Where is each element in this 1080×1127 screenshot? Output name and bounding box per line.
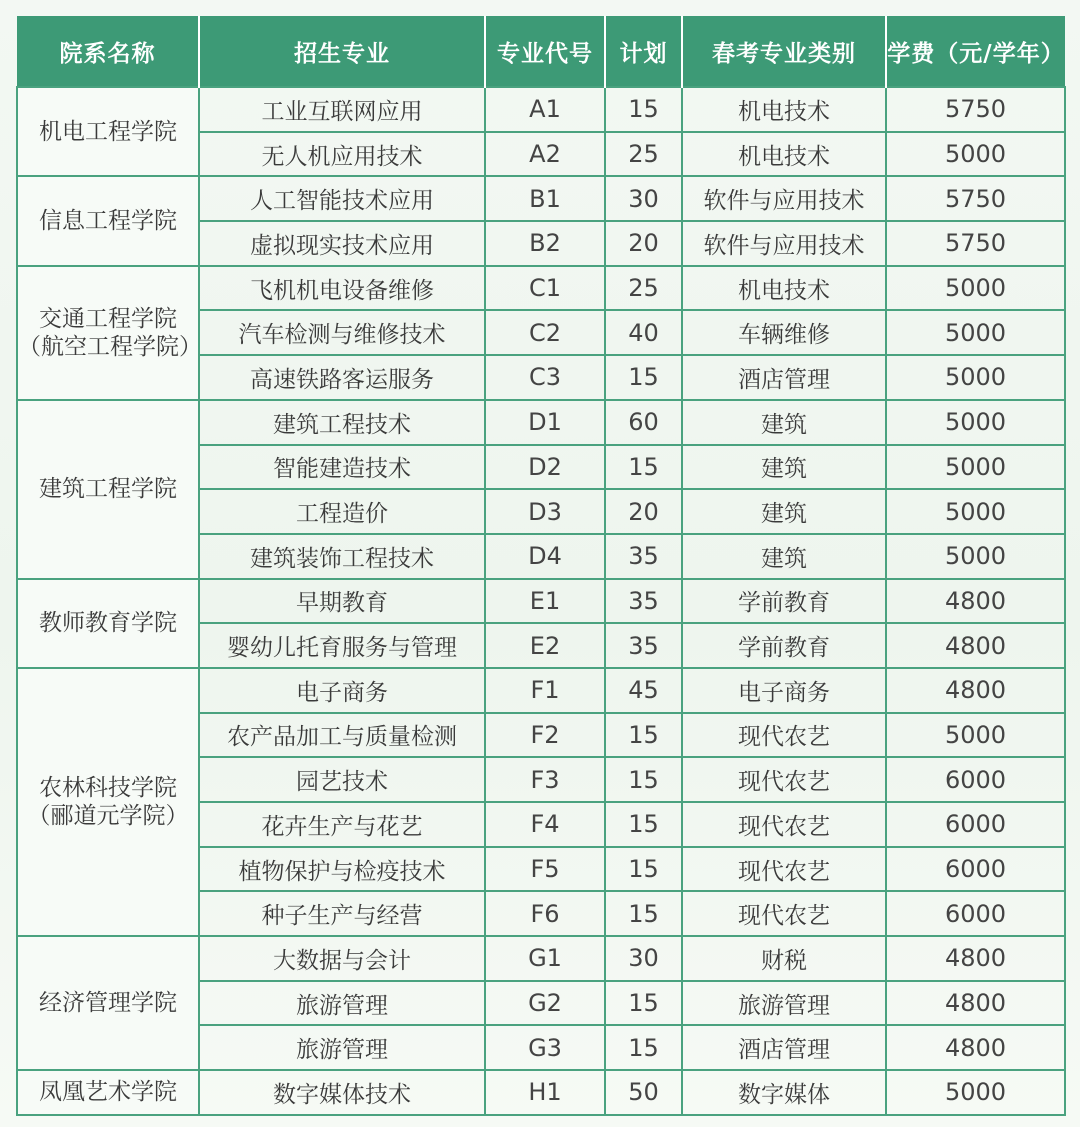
major-cell: 数字媒体技术 xyxy=(199,1070,485,1115)
department-name-cell xyxy=(17,176,199,265)
fee-cell: 5000 xyxy=(886,1070,1065,1115)
fee-cell: 6000 xyxy=(886,757,1065,802)
category-cell: 现代农艺 xyxy=(682,847,886,892)
department-name-line: 交通工程学院 xyxy=(39,305,177,332)
department-name-line: 建筑工程学院 xyxy=(39,476,177,503)
fee-cell: 6000 xyxy=(886,891,1065,936)
plan-cell: 15 xyxy=(605,981,682,1026)
fee-cell: 5000 xyxy=(886,713,1065,758)
major-cell: 智能建造技术 xyxy=(199,445,485,490)
code-cell: A1 xyxy=(485,87,605,132)
table-row xyxy=(17,668,1065,713)
header-plan: 计划 xyxy=(605,16,682,87)
fee-cell: 5000 xyxy=(886,266,1065,311)
enrollment-table xyxy=(16,16,1066,1116)
category-cell: 建筑 xyxy=(682,534,886,579)
major-cell: 旅游管理 xyxy=(199,1025,485,1070)
department-name-cell xyxy=(17,87,199,176)
plan-cell: 50 xyxy=(605,1070,682,1115)
category-cell: 建筑 xyxy=(682,400,886,445)
code-cell: E2 xyxy=(485,623,605,668)
enrollment-table-wrapper xyxy=(16,16,1064,1116)
table-row xyxy=(17,266,1065,311)
table-row xyxy=(17,1070,1065,1115)
code-cell: H1 xyxy=(485,1070,605,1115)
fee-cell: 5000 xyxy=(886,400,1065,445)
category-cell: 机电技术 xyxy=(682,87,886,132)
plan-cell: 15 xyxy=(605,355,682,400)
code-cell: E1 xyxy=(485,579,605,624)
major-cell: 旅游管理 xyxy=(199,981,485,1026)
fee-cell: 5750 xyxy=(886,176,1065,221)
fee-cell: 4800 xyxy=(886,936,1065,981)
table-row xyxy=(17,176,1065,221)
category-cell: 现代农艺 xyxy=(682,713,886,758)
department-name-line: 信息工程学院 xyxy=(39,208,177,235)
plan-cell: 35 xyxy=(605,534,682,579)
code-cell: A2 xyxy=(485,132,605,177)
header-major: 招生专业 xyxy=(199,16,485,87)
plan-cell: 35 xyxy=(605,579,682,624)
category-cell: 机电技术 xyxy=(682,266,886,311)
major-cell: 农产品加工与质量检测 xyxy=(199,713,485,758)
code-cell: D3 xyxy=(485,489,605,534)
department-name-line: （郦道元学院） xyxy=(27,803,189,829)
fee-cell: 5000 xyxy=(886,534,1065,579)
major-cell: 园艺技术 xyxy=(199,757,485,802)
fee-cell: 5000 xyxy=(886,355,1065,400)
code-cell: F1 xyxy=(485,668,605,713)
code-cell: B2 xyxy=(485,221,605,266)
department-name-line: 农林科技学院 xyxy=(39,775,177,801)
code-cell: F5 xyxy=(485,847,605,892)
plan-cell: 25 xyxy=(605,132,682,177)
code-cell: G1 xyxy=(485,936,605,981)
plan-cell: 15 xyxy=(605,87,682,132)
plan-cell: 15 xyxy=(605,1025,682,1070)
plan-cell: 35 xyxy=(605,623,682,668)
table-row xyxy=(17,400,1065,445)
plan-cell: 25 xyxy=(605,266,682,311)
category-cell: 旅游管理 xyxy=(682,981,886,1026)
code-cell: C3 xyxy=(485,355,605,400)
table-body xyxy=(17,87,1065,1115)
department-name-line: （航空工程学院） xyxy=(18,333,202,360)
major-cell: 虚拟现实技术应用 xyxy=(199,221,485,266)
category-cell: 学前教育 xyxy=(682,623,886,668)
fee-cell: 4800 xyxy=(886,579,1065,624)
department-name-line: 经济管理学院 xyxy=(39,990,177,1017)
category-cell: 现代农艺 xyxy=(682,891,886,936)
plan-cell: 15 xyxy=(605,757,682,802)
plan-cell: 15 xyxy=(605,802,682,847)
code-cell: F6 xyxy=(485,891,605,936)
code-cell: F3 xyxy=(485,757,605,802)
table-row xyxy=(17,87,1065,132)
code-cell: C2 xyxy=(485,310,605,355)
header-row xyxy=(17,16,1065,87)
category-cell: 酒店管理 xyxy=(682,1025,886,1070)
category-cell: 软件与应用技术 xyxy=(682,176,886,221)
category-cell: 现代农艺 xyxy=(682,802,886,847)
category-cell: 学前教育 xyxy=(682,579,886,624)
department-name-cell xyxy=(17,400,199,579)
header-department: 院系名称 xyxy=(17,16,199,87)
category-cell: 数字媒体 xyxy=(682,1070,886,1115)
major-cell: 花卉生产与花艺 xyxy=(199,802,485,847)
major-cell: 种子生产与经营 xyxy=(199,891,485,936)
header-code: 专业代号 xyxy=(485,16,605,87)
major-cell: 飞机机电设备维修 xyxy=(199,266,485,311)
department-name-cell xyxy=(17,936,199,1070)
fee-cell: 5000 xyxy=(886,489,1065,534)
major-cell: 工业互联网应用 xyxy=(199,87,485,132)
header-fee: 学费（元/学年） xyxy=(886,16,1065,87)
category-cell: 建筑 xyxy=(682,445,886,490)
major-cell: 高速铁路客运服务 xyxy=(199,355,485,400)
fee-cell: 5000 xyxy=(886,310,1065,355)
major-cell: 植物保护与检疫技术 xyxy=(199,847,485,892)
category-cell: 财税 xyxy=(682,936,886,981)
fee-cell: 5000 xyxy=(886,445,1065,490)
plan-cell: 20 xyxy=(605,489,682,534)
plan-cell: 30 xyxy=(605,176,682,221)
plan-cell: 15 xyxy=(605,713,682,758)
department-name-line: 机电工程学院 xyxy=(39,118,177,145)
code-cell: F2 xyxy=(485,713,605,758)
department-name-cell xyxy=(17,579,199,668)
department-name-cell xyxy=(17,1070,199,1115)
code-cell: G3 xyxy=(485,1025,605,1070)
fee-cell: 5750 xyxy=(886,87,1065,132)
major-cell: 建筑工程技术 xyxy=(199,400,485,445)
code-cell: D1 xyxy=(485,400,605,445)
plan-cell: 30 xyxy=(605,936,682,981)
major-cell: 早期教育 xyxy=(199,579,485,624)
major-cell: 人工智能技术应用 xyxy=(199,176,485,221)
major-cell: 无人机应用技术 xyxy=(199,132,485,177)
fee-cell: 4800 xyxy=(886,623,1065,668)
major-cell: 电子商务 xyxy=(199,668,485,713)
category-cell: 现代农艺 xyxy=(682,757,886,802)
major-cell: 汽车检测与维修技术 xyxy=(199,310,485,355)
plan-cell: 20 xyxy=(605,221,682,266)
plan-cell: 15 xyxy=(605,847,682,892)
category-cell: 电子商务 xyxy=(682,668,886,713)
code-cell: D2 xyxy=(485,445,605,490)
plan-cell: 60 xyxy=(605,400,682,445)
category-cell: 机电技术 xyxy=(682,132,886,177)
category-cell: 车辆维修 xyxy=(682,310,886,355)
fee-cell: 5750 xyxy=(886,221,1065,266)
major-cell: 建筑装饰工程技术 xyxy=(199,534,485,579)
code-cell: B1 xyxy=(485,176,605,221)
plan-cell: 40 xyxy=(605,310,682,355)
department-name-line: 教师教育学院 xyxy=(39,610,177,637)
major-cell: 婴幼儿托育服务与管理 xyxy=(199,623,485,668)
plan-cell: 15 xyxy=(605,891,682,936)
code-cell: F4 xyxy=(485,802,605,847)
code-cell: C1 xyxy=(485,266,605,311)
plan-cell: 45 xyxy=(605,668,682,713)
code-cell: G2 xyxy=(485,981,605,1026)
major-cell: 工程造价 xyxy=(199,489,485,534)
major-cell: 大数据与会计 xyxy=(199,936,485,981)
category-cell: 建筑 xyxy=(682,489,886,534)
table-row xyxy=(17,579,1065,624)
fee-cell: 5000 xyxy=(886,132,1065,177)
department-name-cell xyxy=(17,668,199,936)
department-name-line: 凤凰艺术学院 xyxy=(39,1079,177,1106)
code-cell: D4 xyxy=(485,534,605,579)
fee-cell: 6000 xyxy=(886,802,1065,847)
header-category: 春考专业类别 xyxy=(682,16,886,87)
fee-cell: 6000 xyxy=(886,847,1065,892)
fee-cell: 4800 xyxy=(886,668,1065,713)
table-row xyxy=(17,936,1065,981)
fee-cell: 4800 xyxy=(886,981,1065,1026)
fee-cell: 4800 xyxy=(886,1025,1065,1070)
plan-cell: 15 xyxy=(605,445,682,490)
category-cell: 酒店管理 xyxy=(682,355,886,400)
category-cell: 软件与应用技术 xyxy=(682,221,886,266)
department-name-cell xyxy=(17,266,202,400)
